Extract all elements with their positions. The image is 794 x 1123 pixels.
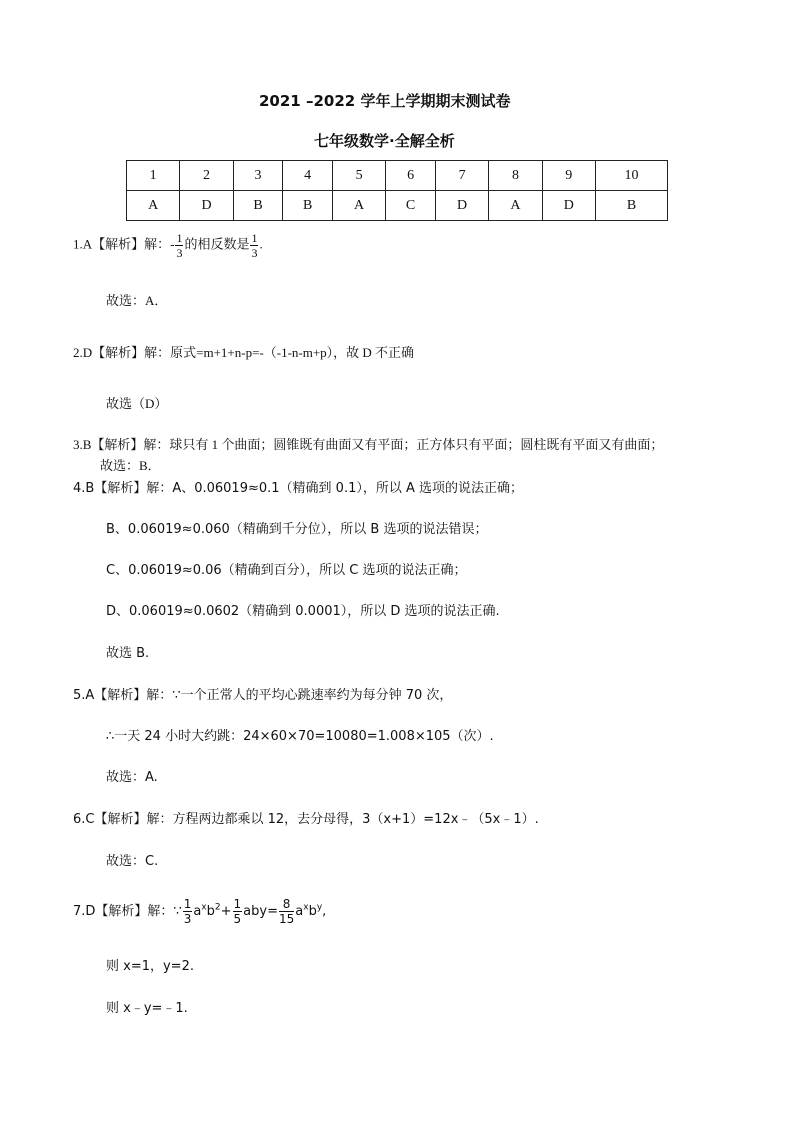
fraction-denominator: 3	[183, 912, 192, 926]
math-term: a	[295, 904, 304, 919]
document-subtitle: 七年级数学·全解全析	[314, 132, 455, 150]
math-term: b	[206, 904, 215, 919]
q1-conclusion: 故选：A．	[106, 293, 168, 308]
q1-end: .	[259, 236, 263, 252]
q7-prefix: 7.D【解析】解：∵	[73, 904, 182, 919]
q4-solution-line-4: D、0.06019≈0.0602（精确到 0.0001），所以 D 选项的说法正确.	[106, 604, 500, 619]
q5-solution-line-2: ∴一天 24 小时大约跳：24×60×70=10080=1.008×105（次）.	[106, 729, 494, 744]
fraction-numerator: 8	[279, 898, 294, 912]
q7-solution-line-1	[73, 898, 326, 925]
q7-solution-line-3: 则 x﹣y=﹣1.	[106, 1001, 188, 1016]
fraction	[250, 232, 258, 259]
answer-cell: D	[180, 191, 233, 221]
math-term: b	[308, 904, 317, 919]
fraction-numerator: 1	[251, 231, 258, 245]
fraction-numerator: 1	[183, 897, 192, 911]
exponent: x	[201, 902, 207, 913]
fraction	[279, 898, 294, 925]
fraction-denominator: 5	[233, 912, 242, 926]
math-term: aby=	[243, 904, 278, 919]
q6-solution-line: 6.C【解析】解：方程两边都乘以 12，去分母得，3（x+1）=12x﹣（5x﹣1）.	[73, 812, 539, 827]
answer-cell: A	[489, 191, 542, 221]
answer-table-answer-row	[127, 191, 668, 221]
fraction	[175, 232, 183, 259]
q3-solution-line: 3.B【解析】解：球只有 1 个曲面；圆锥既有曲面又有平面；正方体只有平面；圆柱既有平面又有曲面；	[73, 437, 664, 452]
q4-solution-line-3: C、0.06019≈0.06（精确到百分），所以 C 选项的说法正确；	[106, 563, 467, 578]
q7-end: ,	[322, 904, 327, 919]
question-number-cell: 3	[233, 161, 283, 191]
answer-cell: B	[283, 191, 333, 221]
fraction-numerator: 1	[233, 897, 242, 911]
question-number-cell: 7	[435, 161, 488, 191]
q1-solution-line	[73, 232, 263, 259]
question-number-cell: 8	[489, 161, 542, 191]
q6-conclusion: 故选：C.	[106, 854, 159, 869]
plus-sign: +	[220, 904, 232, 919]
question-number-cell: 10	[595, 161, 667, 191]
q1-mid: 的相反数是	[184, 236, 250, 252]
answer-cell: A	[332, 191, 385, 221]
question-number-cell: 2	[180, 161, 233, 191]
q7-solution-line-2: 则 x=1，y=2.	[106, 959, 194, 974]
question-number-cell: 5	[332, 161, 385, 191]
fraction-denominator: 3	[176, 246, 183, 260]
q4-solution-line-2: B、0.06019≈0.060（精确到千分位），所以 B 选项的说法错误；	[106, 522, 488, 537]
q4-solution-line-1: 4.B【解析】解：A、0.06019≈0.1（精确到 0.1），所以 A 选项的说法正确；	[73, 481, 524, 496]
answer-table	[126, 160, 668, 221]
fraction-denominator: 15	[278, 912, 295, 926]
document-title: 2021 –2022 学年上学期期末测试卷	[259, 92, 511, 110]
answer-cell: C	[386, 191, 436, 221]
fraction	[183, 898, 193, 925]
answer-cell: B	[595, 191, 667, 221]
exponent: 2	[214, 902, 221, 913]
q3-conclusion: 故选：B．	[100, 458, 161, 473]
answer-cell: A	[127, 191, 180, 221]
answer-cell: D	[435, 191, 488, 221]
exponent: x	[303, 902, 309, 913]
q1-prefix: 1.A【解析】解：-	[73, 236, 175, 252]
fraction-numerator: 1	[176, 231, 183, 245]
fraction-denominator: 3	[251, 246, 258, 260]
answer-cell: D	[542, 191, 595, 221]
q2-conclusion: 故选（D）	[106, 396, 168, 411]
fraction	[233, 898, 243, 925]
answer-cell: B	[233, 191, 283, 221]
q5-conclusion: 故选：A.	[106, 770, 158, 785]
question-number-cell: 6	[386, 161, 436, 191]
exponent: y	[316, 902, 323, 913]
question-number-cell: 4	[283, 161, 333, 191]
question-number-cell: 9	[542, 161, 595, 191]
q5-solution-line-1: 5.A【解析】解：∵一个正常人的平均心跳速率约为每分钟 70 次，	[73, 688, 453, 703]
q4-conclusion: 故选 B.	[106, 646, 150, 661]
math-term: a	[193, 904, 202, 919]
answer-table-number-row	[127, 161, 668, 191]
question-number-cell: 1	[127, 161, 180, 191]
q2-solution-line: 2.D【解析】解：原式=m+1+n-p=-（-1-n-m+p），故 D 不正确	[73, 345, 415, 360]
